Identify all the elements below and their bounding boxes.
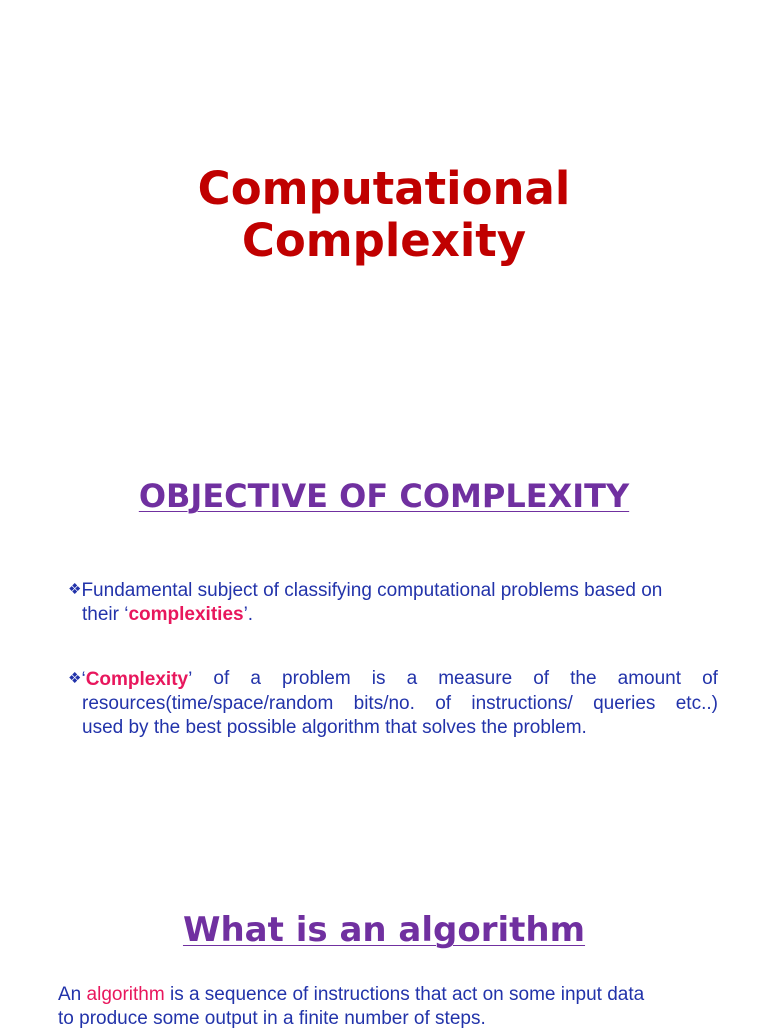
word: a	[250, 668, 261, 689]
para-text: is a sequence of instructions that act on some input data	[164, 984, 645, 1005]
word: a	[406, 668, 418, 689]
para-line: to produce some output in a finite number of steps.	[58, 1008, 486, 1029]
word: of	[435, 693, 452, 714]
highlight-algorithm: algorithm	[86, 984, 165, 1005]
objective-heading: OBJECTIVE OF COMPLEXITY	[138, 477, 630, 515]
bullet-line	[68, 578, 718, 603]
slide-title	[0, 163, 768, 267]
quote-open: ‘	[81, 669, 86, 690]
word-group	[68, 667, 192, 692]
bullet-line: used by the best possible algorithm that solves the problem.	[82, 717, 587, 738]
diamond-bullet-icon: ❖	[68, 581, 82, 598]
para-text: An	[58, 984, 87, 1005]
word: is	[371, 668, 386, 689]
word: queries	[593, 693, 656, 714]
title-line-1: Computational	[197, 162, 571, 215]
algorithm-heading: What is an algorithm	[182, 910, 586, 950]
word: etc..)	[675, 693, 718, 714]
word: resources(time/space/random	[82, 693, 334, 714]
highlight-complexities: complexities	[128, 604, 244, 625]
bullet-text: Fundamental subject of classifying computational problems based on	[81, 580, 663, 601]
bullet-line-justified	[68, 667, 718, 692]
bullet-line-justified	[68, 692, 718, 716]
highlight-complexity: Complexity	[85, 669, 189, 690]
bullet-line	[68, 603, 718, 627]
title-line-2: Complexity	[241, 214, 527, 267]
bullet-item-classification	[68, 578, 718, 627]
word: of	[533, 668, 550, 689]
word: bits/no.	[353, 693, 415, 714]
word: of	[213, 668, 230, 689]
word: measure	[438, 668, 513, 689]
para-line	[58, 983, 738, 1007]
word: amount	[617, 668, 682, 689]
word: the	[570, 668, 597, 689]
word: problem	[282, 668, 351, 689]
bullet-text: ’.	[243, 604, 254, 625]
bullet-text: their ‘	[82, 604, 129, 625]
word: instructions/	[471, 693, 573, 714]
diamond-bullet-icon: ❖	[68, 670, 82, 687]
bullet-item-definition	[68, 667, 718, 740]
word: of	[702, 668, 718, 689]
word: ’	[188, 669, 193, 690]
